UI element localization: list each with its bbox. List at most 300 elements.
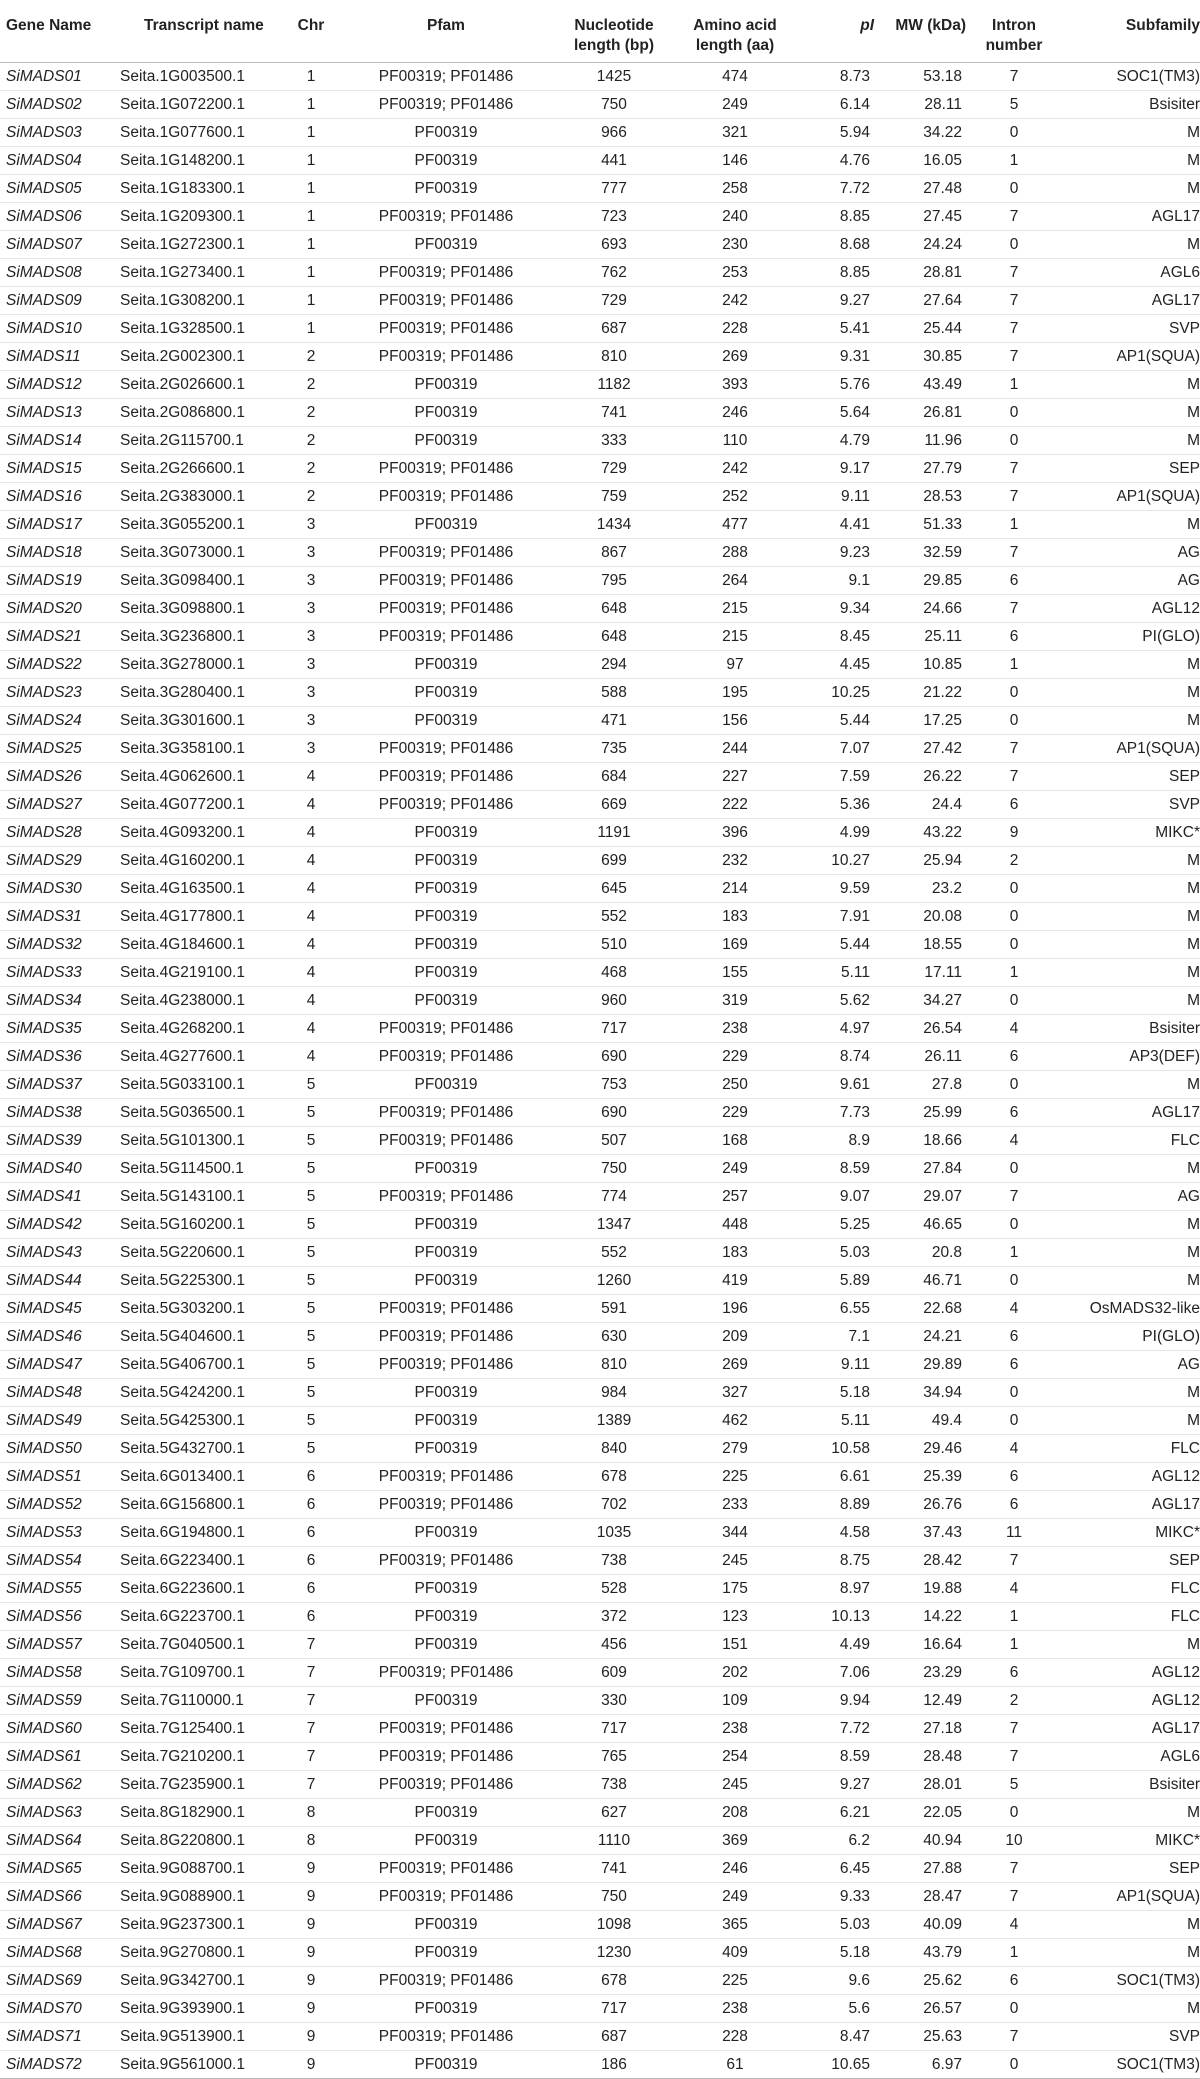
cell-transcript-name: Seita.4G219100.1 [116,958,286,986]
cell-gene-name: SiMADS18 [0,538,116,566]
cell-chr: 2 [286,370,336,398]
cell-amino-acid-length: 253 [672,258,798,286]
cell-pfam: PF00319 [336,146,556,174]
cell-mw: 34.27 [874,986,966,1014]
cell-subfamily: M [1062,510,1200,538]
cell-pfam: PF00319 [336,1994,556,2022]
cell-subfamily: M [1062,706,1200,734]
cell-nucleotide-length: 471 [556,706,672,734]
cell-pi: 9.6 [798,1966,874,1994]
cell-gene-name: SiMADS63 [0,1798,116,1826]
cell-amino-acid-length: 110 [672,426,798,454]
cell-transcript-name: Seita.9G561000.1 [116,2050,286,2078]
table-row [0,1322,1200,1350]
cell-transcript-name: Seita.5G404600.1 [116,1322,286,1350]
cell-pi: 6.2 [798,1826,874,1854]
cell-subfamily: M [1062,1994,1200,2022]
cell-amino-acid-length: 151 [672,1630,798,1658]
cell-transcript-name: Seita.1G183300.1 [116,174,286,202]
cell-pfam: PF00319 [336,174,556,202]
cell-chr: 5 [286,1406,336,1434]
cell-chr: 3 [286,650,336,678]
table-row [0,1238,1200,1266]
cell-intron-number: 7 [966,454,1062,482]
cell-amino-acid-length: 227 [672,762,798,790]
cell-nucleotide-length: 693 [556,230,672,258]
cell-mw: 46.71 [874,1266,966,1294]
cell-gene-name: SiMADS06 [0,202,116,230]
table-row [0,874,1200,902]
cell-pfam: PF00319; PF01486 [336,1714,556,1742]
cell-intron-number: 1 [966,650,1062,678]
cell-subfamily: AG [1062,566,1200,594]
cell-chr: 5 [286,1182,336,1210]
cell-pfam: PF00319; PF01486 [336,1966,556,1994]
header-nucleotide-length-line1: Nucleotide [574,17,654,34]
cell-amino-acid-length: 257 [672,1182,798,1210]
cell-pi: 9.11 [798,482,874,510]
cell-nucleotide-length: 528 [556,1574,672,1602]
cell-intron-number: 0 [966,426,1062,454]
cell-chr: 3 [286,566,336,594]
table-row [0,1770,1200,1798]
cell-pi: 5.03 [798,1238,874,1266]
table-row [0,202,1200,230]
cell-gene-name: SiMADS52 [0,1490,116,1518]
cell-mw: 28.42 [874,1546,966,1574]
cell-amino-acid-length: 215 [672,594,798,622]
cell-pfam: PF00319 [336,1378,556,1406]
cell-transcript-name: Seita.3G055200.1 [116,510,286,538]
cell-gene-name: SiMADS09 [0,286,116,314]
cell-chr: 2 [286,482,336,510]
cell-mw: 28.11 [874,90,966,118]
cell-subfamily: M [1062,230,1200,258]
table-row [0,818,1200,846]
cell-gene-name: SiMADS11 [0,342,116,370]
cell-pi: 9.34 [798,594,874,622]
cell-pi: 8.85 [798,202,874,230]
cell-mw: 43.22 [874,818,966,846]
cell-nucleotide-length: 456 [556,1630,672,1658]
cell-intron-number: 6 [966,1462,1062,1490]
cell-pi: 5.62 [798,986,874,1014]
cell-intron-number: 1 [966,1630,1062,1658]
cell-mw: 34.94 [874,1378,966,1406]
cell-amino-acid-length: 249 [672,1154,798,1182]
cell-intron-number: 10 [966,1826,1062,1854]
cell-pi: 6.45 [798,1854,874,1882]
table-header [0,0,1200,62]
cell-nucleotide-length: 645 [556,874,672,902]
cell-chr: 5 [286,1350,336,1378]
table-row [0,594,1200,622]
cell-gene-name: SiMADS15 [0,454,116,482]
cell-pfam: PF00319; PF01486 [336,454,556,482]
cell-amino-acid-length: 448 [672,1210,798,1238]
cell-chr: 7 [286,1770,336,1798]
cell-chr: 2 [286,398,336,426]
cell-amino-acid-length: 196 [672,1294,798,1322]
cell-transcript-name: Seita.1G308200.1 [116,286,286,314]
cell-intron-number: 1 [966,510,1062,538]
cell-intron-number: 6 [966,790,1062,818]
cell-nucleotide-length: 630 [556,1322,672,1350]
cell-pfam: PF00319 [336,930,556,958]
cell-pi: 6.61 [798,1462,874,1490]
cell-pfam: PF00319 [336,1266,556,1294]
cell-subfamily: AG [1062,538,1200,566]
table-row [0,1294,1200,1322]
header-mw [874,0,966,62]
cell-transcript-name: Seita.3G098800.1 [116,594,286,622]
table-row [0,1042,1200,1070]
cell-chr: 6 [286,1602,336,1630]
cell-pfam: PF00319 [336,1630,556,1658]
cell-pfam: PF00319; PF01486 [336,594,556,622]
cell-amino-acid-length: 279 [672,1434,798,1462]
table-row [0,1070,1200,1098]
cell-subfamily: M [1062,1938,1200,1966]
cell-mw: 11.96 [874,426,966,454]
cell-nucleotide-length: 609 [556,1658,672,1686]
cell-intron-number: 1 [966,146,1062,174]
cell-pfam: PF00319; PF01486 [336,1294,556,1322]
cell-gene-name: SiMADS08 [0,258,116,286]
cell-transcript-name: Seita.1G209300.1 [116,202,286,230]
cell-mw: 29.07 [874,1182,966,1210]
cell-mw: 37.43 [874,1518,966,1546]
cell-chr: 7 [286,1630,336,1658]
cell-transcript-name: Seita.3G236800.1 [116,622,286,650]
cell-chr: 3 [286,706,336,734]
cell-nucleotide-length: 966 [556,118,672,146]
cell-chr: 3 [286,594,336,622]
cell-intron-number: 2 [966,846,1062,874]
cell-pfam: PF00319; PF01486 [336,1350,556,1378]
cell-subfamily: FLC [1062,1574,1200,1602]
cell-intron-number: 0 [966,118,1062,146]
table-row [0,1966,1200,1994]
cell-mw: 26.57 [874,1994,966,2022]
cell-gene-name: SiMADS19 [0,566,116,594]
cell-amino-acid-length: 215 [672,622,798,650]
table-row [0,1462,1200,1490]
cell-gene-name: SiMADS50 [0,1434,116,1462]
table-row [0,146,1200,174]
cell-gene-name: SiMADS62 [0,1770,116,1798]
table-row [0,1602,1200,1630]
cell-intron-number: 6 [966,1350,1062,1378]
cell-mw: 27.45 [874,202,966,230]
cell-transcript-name: Seita.5G406700.1 [116,1350,286,1378]
cell-transcript-name: Seita.7G125400.1 [116,1714,286,1742]
cell-gene-name: SiMADS70 [0,1994,116,2022]
cell-nucleotide-length: 741 [556,398,672,426]
cell-pi: 9.61 [798,1070,874,1098]
header-intron-line2: number [985,37,1043,54]
cell-chr: 4 [286,930,336,958]
cell-mw: 27.42 [874,734,966,762]
cell-gene-name: SiMADS16 [0,482,116,510]
cell-intron-number: 7 [966,202,1062,230]
cell-gene-name: SiMADS55 [0,1574,116,1602]
cell-mw: 27.64 [874,286,966,314]
cell-subfamily: M [1062,1070,1200,1098]
cell-nucleotide-length: 510 [556,930,672,958]
cell-pfam: PF00319 [336,1826,556,1854]
cell-gene-name: SiMADS24 [0,706,116,734]
table-row [0,398,1200,426]
cell-nucleotide-length: 729 [556,454,672,482]
cell-transcript-name: Seita.7G235900.1 [116,1770,286,1798]
cell-mw: 14.22 [874,1602,966,1630]
cell-transcript-name: Seita.5G432700.1 [116,1434,286,1462]
cell-pfam: PF00319; PF01486 [336,1770,556,1798]
cell-mw: 26.11 [874,1042,966,1070]
cell-intron-number: 6 [966,622,1062,650]
cell-mw: 27.84 [874,1154,966,1182]
cell-pfam: PF00319; PF01486 [336,538,556,566]
cell-subfamily: M [1062,1798,1200,1826]
cell-gene-name: SiMADS61 [0,1742,116,1770]
cell-nucleotide-length: 774 [556,1182,672,1210]
cell-pi: 8.59 [798,1154,874,1182]
cell-mw: 26.81 [874,398,966,426]
cell-pfam: PF00319; PF01486 [336,1490,556,1518]
cell-pi: 9.94 [798,1686,874,1714]
cell-chr: 6 [286,1518,336,1546]
cell-nucleotide-length: 441 [556,146,672,174]
cell-mw: 25.99 [874,1098,966,1126]
cell-mw: 40.09 [874,1910,966,1938]
cell-subfamily: AG [1062,1350,1200,1378]
cell-chr: 1 [286,62,336,90]
cell-pfam: PF00319; PF01486 [336,1322,556,1350]
cell-nucleotide-length: 330 [556,1686,672,1714]
cell-pi: 9.07 [798,1182,874,1210]
table-row [0,1714,1200,1742]
cell-pi: 8.74 [798,1042,874,1070]
cell-pi: 8.47 [798,2022,874,2050]
cell-subfamily: M [1062,426,1200,454]
cell-mw: 51.33 [874,510,966,538]
cell-transcript-name: Seita.2G383000.1 [116,482,286,510]
table-row [0,1378,1200,1406]
cell-chr: 1 [286,118,336,146]
cell-nucleotide-length: 741 [556,1854,672,1882]
cell-pfam: PF00319 [336,958,556,986]
table-row [0,118,1200,146]
header-pi-letter: p [860,17,870,34]
cell-mw: 17.11 [874,958,966,986]
cell-amino-acid-length: 245 [672,1770,798,1798]
cell-intron-number: 0 [966,1154,1062,1182]
cell-pi: 7.72 [798,174,874,202]
cell-nucleotide-length: 372 [556,1602,672,1630]
cell-pfam: PF00319 [336,2050,556,2078]
cell-nucleotide-length: 750 [556,90,672,118]
cell-amino-acid-length: 238 [672,1714,798,1742]
cell-transcript-name: Seita.4G062600.1 [116,762,286,790]
cell-transcript-name: Seita.2G266600.1 [116,454,286,482]
cell-subfamily: AGL12 [1062,1462,1200,1490]
cell-chr: 2 [286,454,336,482]
cell-mw: 27.79 [874,454,966,482]
cell-pfam: PF00319; PF01486 [336,734,556,762]
cell-pi: 5.25 [798,1210,874,1238]
cell-nucleotide-length: 1389 [556,1406,672,1434]
cell-pi: 4.97 [798,1014,874,1042]
table-row [0,1182,1200,1210]
cell-amino-acid-length: 365 [672,1910,798,1938]
cell-mw: 32.59 [874,538,966,566]
cell-pfam: PF00319; PF01486 [336,622,556,650]
cell-intron-number: 0 [966,1406,1062,1434]
cell-intron-number: 5 [966,90,1062,118]
cell-gene-name: SiMADS26 [0,762,116,790]
cell-pi: 4.76 [798,146,874,174]
header-pi-suffix: I [869,17,874,34]
cell-subfamily: Bsisiter [1062,1014,1200,1042]
cell-pfam: PF00319; PF01486 [336,202,556,230]
cell-mw: 17.25 [874,706,966,734]
cell-chr: 5 [286,1154,336,1182]
cell-transcript-name: Seita.4G277600.1 [116,1042,286,1070]
cell-nucleotide-length: 984 [556,1378,672,1406]
cell-pi: 5.11 [798,1406,874,1434]
table-row [0,1798,1200,1826]
cell-subfamily: MIKC* [1062,1826,1200,1854]
cell-chr: 7 [286,1714,336,1742]
cell-transcript-name: Seita.1G273400.1 [116,258,286,286]
cell-amino-acid-length: 208 [672,1798,798,1826]
cell-chr: 4 [286,986,336,1014]
cell-chr: 6 [286,1462,336,1490]
cell-intron-number: 6 [966,1322,1062,1350]
table-row [0,762,1200,790]
cell-subfamily: M [1062,930,1200,958]
cell-pfam: PF00319 [336,818,556,846]
cell-gene-name: SiMADS68 [0,1938,116,1966]
cell-amino-acid-length: 109 [672,1686,798,1714]
cell-amino-acid-length: 195 [672,678,798,706]
cell-gene-name: SiMADS21 [0,622,116,650]
cell-transcript-name: Seita.5G160200.1 [116,1210,286,1238]
cell-mw: 24.24 [874,230,966,258]
cell-mw: 26.22 [874,762,966,790]
cell-pi: 9.17 [798,454,874,482]
cell-chr: 9 [286,2022,336,2050]
header-mw-text: MW (kDa) [895,17,966,34]
cell-chr: 4 [286,818,336,846]
cell-chr: 4 [286,1042,336,1070]
cell-intron-number: 0 [966,902,1062,930]
cell-pi: 7.91 [798,902,874,930]
cell-mw: 29.89 [874,1350,966,1378]
cell-pfam: PF00319 [336,1938,556,1966]
cell-pfam: PF00319 [336,1406,556,1434]
cell-chr: 3 [286,678,336,706]
cell-nucleotide-length: 684 [556,762,672,790]
cell-transcript-name: Seita.4G160200.1 [116,846,286,874]
cell-intron-number: 6 [966,1966,1062,1994]
cell-pi: 5.41 [798,314,874,342]
table-row [0,566,1200,594]
cell-amino-acid-length: 369 [672,1826,798,1854]
cell-mw: 20.8 [874,1238,966,1266]
cell-chr: 5 [286,1238,336,1266]
table-row [0,1546,1200,1574]
cell-nucleotide-length: 777 [556,174,672,202]
cell-gene-name: SiMADS57 [0,1630,116,1658]
cell-chr: 5 [286,1378,336,1406]
cell-amino-acid-length: 229 [672,1098,798,1126]
cell-gene-name: SiMADS48 [0,1378,116,1406]
cell-pi: 8.85 [798,258,874,286]
cell-nucleotide-length: 648 [556,622,672,650]
cell-gene-name: SiMADS36 [0,1042,116,1070]
cell-nucleotide-length: 753 [556,1070,672,1098]
cell-nucleotide-length: 1035 [556,1518,672,1546]
cell-chr: 6 [286,1546,336,1574]
cell-pfam: PF00319 [336,678,556,706]
cell-pi: 5.18 [798,1938,874,1966]
cell-amino-acid-length: 155 [672,958,798,986]
cell-pfam: PF00319 [336,874,556,902]
cell-mw: 21.22 [874,678,966,706]
cell-mw: 26.54 [874,1014,966,1042]
cell-subfamily: SEP [1062,454,1200,482]
cell-pi: 8.9 [798,1126,874,1154]
cell-subfamily: SOC1(TM3) [1062,2050,1200,2078]
cell-nucleotide-length: 1347 [556,1210,672,1238]
cell-intron-number: 6 [966,1658,1062,1686]
cell-mw: 16.05 [874,146,966,174]
header-pfam-text: Pfam [427,17,465,34]
cell-transcript-name: Seita.7G210200.1 [116,1742,286,1770]
cell-subfamily: SOC1(TM3) [1062,62,1200,90]
cell-amino-acid-length: 183 [672,1238,798,1266]
cell-pi: 7.73 [798,1098,874,1126]
cell-pfam: PF00319; PF01486 [336,790,556,818]
cell-transcript-name: Seita.1G077600.1 [116,118,286,146]
cell-pi: 9.27 [798,1770,874,1798]
cell-transcript-name: Seita.5G114500.1 [116,1154,286,1182]
cell-transcript-name: Seita.8G182900.1 [116,1798,286,1826]
cell-pfam: PF00319; PF01486 [336,1014,556,1042]
cell-amino-acid-length: 156 [672,706,798,734]
cell-mw: 25.62 [874,1966,966,1994]
cell-subfamily: M [1062,1910,1200,1938]
cell-pfam: PF00319 [336,846,556,874]
cell-gene-name: SiMADS04 [0,146,116,174]
cell-subfamily: SVP [1062,790,1200,818]
cell-intron-number: 4 [966,1434,1062,1462]
cell-nucleotide-length: 702 [556,1490,672,1518]
cell-mw: 24.4 [874,790,966,818]
cell-amino-acid-length: 202 [672,1658,798,1686]
table-row [0,174,1200,202]
cell-mw: 43.49 [874,370,966,398]
cell-pi: 5.76 [798,370,874,398]
table-row [0,1686,1200,1714]
cell-chr: 6 [286,1490,336,1518]
cell-chr: 3 [286,510,336,538]
cell-gene-name: SiMADS13 [0,398,116,426]
cell-gene-name: SiMADS35 [0,1014,116,1042]
cell-pfam: PF00319 [336,230,556,258]
